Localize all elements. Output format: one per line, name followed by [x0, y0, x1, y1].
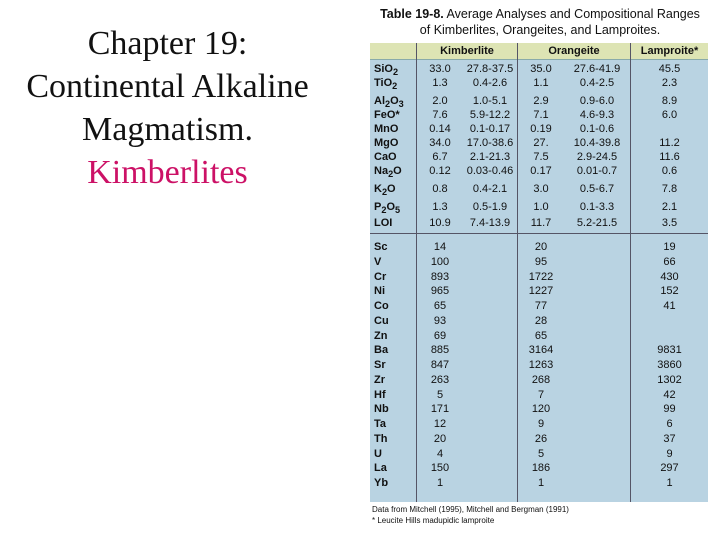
table-row — [370, 358, 708, 372]
element-label: Sr — [374, 359, 386, 371]
value-cell: 152 — [660, 285, 679, 298]
value-cell: 11.2 — [659, 137, 680, 149]
value-cell: 27.8-37.5 — [466, 63, 514, 75]
element-label: Zr — [374, 373, 385, 386]
value-cell: 1263 — [528, 359, 554, 371]
table-row — [370, 164, 708, 178]
value-cell: 0.4-2.6 — [472, 77, 508, 89]
element-label: Yb — [374, 477, 389, 489]
value-cell: 7 — [537, 388, 545, 401]
table-row — [370, 182, 708, 196]
value-cell: 77 — [534, 300, 548, 312]
table-caption — [370, 6, 710, 38]
value-cell: 20 — [534, 241, 548, 253]
element-label: Ba — [374, 344, 389, 357]
value-cell: 847 — [430, 359, 450, 371]
value-cell: 965 — [430, 285, 450, 298]
value-cell: 263 — [430, 373, 450, 386]
value-cell: 1.0-5.1 — [472, 95, 508, 107]
value-cell: 0.03-0.46 — [466, 165, 514, 177]
table-row — [370, 343, 708, 357]
table-row — [370, 62, 708, 76]
value-cell: 0.8 — [432, 183, 448, 195]
table-row — [370, 314, 708, 328]
table-row — [370, 108, 708, 122]
header-lamproite: Lamproite* — [640, 45, 699, 57]
element-label: TiO$_2$ — [374, 77, 398, 92]
table-row — [370, 329, 708, 343]
value-cell: 0.5-1.9 — [472, 201, 508, 213]
value-cell: 0.9-6.0 — [579, 95, 615, 107]
value-cell: 3.0 — [533, 183, 549, 195]
element-label: $K_2O$ — [374, 183, 396, 198]
element-label: Sc — [374, 241, 388, 253]
value-cell: 9 — [537, 418, 545, 430]
value-cell: 3.5 — [661, 217, 678, 229]
value-cell: 1.3 — [432, 77, 448, 89]
value-cell: 2.9-24.5 — [576, 151, 618, 163]
value-cell: 6 — [666, 418, 673, 430]
element-label: U — [374, 447, 382, 460]
value-cell: 150 — [430, 462, 450, 475]
value-cell: 0.14 — [429, 123, 451, 135]
title-line-3: Magmatism. — [82, 111, 253, 148]
value-cell: 45.5 — [658, 63, 681, 75]
table-row — [370, 402, 708, 416]
footnote-source: Data from Mitchell (1995), Mitchell and Bergman (1991) — [372, 505, 569, 514]
value-cell: 37 — [663, 432, 676, 445]
value-cell: 11.7 — [530, 217, 552, 229]
value-cell: 14 — [433, 241, 447, 253]
table-row — [370, 216, 708, 230]
value-cell: 5 — [436, 388, 444, 401]
element-label: Ni — [374, 285, 385, 298]
value-cell: 26 — [534, 432, 548, 445]
value-cell: 9831 — [657, 344, 682, 357]
value-cell: 430 — [660, 270, 679, 283]
value-cell: 171 — [430, 403, 450, 416]
table-row — [370, 76, 708, 90]
value-cell: 9 — [666, 447, 673, 460]
element-label: Co — [374, 300, 389, 312]
element-label: Cr — [374, 270, 387, 283]
value-cell: 0.19 — [530, 123, 552, 135]
value-cell: 95 — [534, 255, 548, 268]
element-label: CaO — [374, 151, 397, 163]
value-cell: 100 — [430, 255, 450, 268]
value-cell: 10.4-39.8 — [573, 137, 621, 149]
table-row — [370, 94, 708, 108]
value-cell: 297 — [660, 462, 679, 475]
value-cell: 34.0 — [429, 137, 451, 149]
value-cell: 10.9 — [429, 217, 451, 229]
element-label: Zn — [374, 329, 388, 342]
table-row — [370, 388, 708, 402]
value-cell: 66 — [663, 255, 676, 268]
value-cell: 19 — [663, 241, 676, 253]
value-cell: 0.1-0.17 — [469, 123, 511, 135]
value-cell: 4.6-9.3 — [579, 109, 615, 121]
table-row — [370, 417, 708, 431]
element-label: FeO* — [374, 109, 400, 121]
value-cell: 120 — [531, 403, 551, 416]
section-divider — [370, 233, 708, 234]
table-row — [370, 461, 708, 475]
value-cell: 27.6-41.9 — [573, 63, 621, 75]
value-cell: 7.1 — [533, 109, 549, 121]
value-cell: 2.1-21.3 — [469, 151, 511, 163]
value-cell: 1 — [537, 477, 545, 489]
header-kimberlite: Kimberlite — [440, 45, 494, 57]
value-cell: 1.0 — [533, 201, 549, 213]
table-row — [370, 447, 708, 461]
table-row — [370, 136, 708, 150]
value-cell: 3860 — [657, 359, 682, 371]
element-label: $P_2O_5$ — [374, 201, 401, 216]
value-cell: 6.0 — [661, 109, 678, 121]
value-cell: 0.4-2.1 — [472, 183, 508, 195]
value-cell: 7.8 — [661, 183, 678, 195]
value-cell: 0.4-2.5 — [579, 77, 615, 89]
value-cell: 5.9-12.2 — [469, 109, 511, 121]
table-header — [370, 43, 708, 60]
value-cell: 42 — [663, 388, 676, 401]
value-cell: 186 — [531, 462, 551, 475]
value-cell: 11.6 — [659, 151, 680, 163]
table-row — [370, 240, 708, 254]
value-cell: 65 — [534, 329, 548, 342]
title-subtitle: Kimberlites — [87, 154, 248, 191]
table-row — [370, 476, 708, 490]
value-cell: 27. — [533, 137, 549, 149]
element-label: LOI — [374, 217, 393, 229]
value-cell: 6.7 — [432, 151, 448, 163]
value-cell: 3164 — [528, 344, 554, 357]
value-cell: 35.0 — [530, 63, 552, 75]
table-row — [370, 270, 708, 284]
element-label: V — [374, 255, 382, 268]
table-row — [370, 255, 708, 269]
value-cell: 1227 — [528, 285, 554, 298]
element-label: $Na_2O$ — [374, 165, 402, 180]
value-cell: 7.5 — [533, 151, 549, 163]
value-cell: 65 — [433, 300, 447, 312]
value-cell: 893 — [430, 270, 450, 283]
element-label: Th — [374, 432, 388, 445]
value-cell: 7.4-13.9 — [469, 217, 511, 229]
element-label: Cu — [374, 314, 389, 327]
element-label: La — [374, 462, 387, 475]
value-cell: 2.9 — [533, 95, 549, 107]
table-row — [370, 432, 708, 446]
value-cell: 0.01-0.7 — [576, 165, 618, 177]
value-cell: 1 — [436, 477, 444, 489]
title-line-2: Continental Alkaline — [26, 68, 309, 105]
value-cell: 17.0-38.6 — [466, 137, 514, 149]
table-row — [370, 150, 708, 164]
value-cell: 0.6 — [661, 165, 678, 177]
value-cell: 20 — [433, 432, 447, 445]
value-cell: 12 — [433, 418, 447, 430]
value-cell: 8.9 — [661, 95, 678, 107]
element-label: $Al_2O_3$ — [374, 95, 404, 110]
value-cell: 28 — [534, 314, 548, 327]
value-cell: 0.17 — [530, 165, 552, 177]
value-cell: 5.2-21.5 — [576, 217, 618, 229]
table-row — [370, 299, 708, 313]
value-cell: 1302 — [657, 373, 682, 386]
table-row — [370, 284, 708, 298]
table-row — [370, 200, 708, 214]
value-cell: 0.12 — [429, 165, 451, 177]
header-orangeite: Orangeite — [548, 45, 600, 57]
value-cell: 1.1 — [533, 77, 549, 89]
value-cell: 2.1 — [661, 201, 678, 213]
element-label: MgO — [374, 137, 399, 149]
value-cell: 4 — [436, 447, 444, 460]
value-cell: 885 — [430, 344, 450, 357]
value-cell: 2.3 — [661, 77, 678, 89]
value-cell: 2.0 — [432, 95, 448, 107]
analyses-table — [370, 43, 708, 502]
value-cell: 7.6 — [432, 109, 448, 121]
element-label: SiO$_2$ — [374, 63, 399, 78]
table-row — [370, 122, 708, 136]
title-line-1: Chapter 19: — [87, 25, 248, 62]
value-cell: 1.3 — [432, 201, 448, 213]
table-footnotes — [372, 504, 712, 526]
slide-title — [0, 22, 335, 194]
element-label: Ta — [374, 418, 387, 430]
value-cell: 0.5-6.7 — [579, 183, 615, 195]
value-cell: 268 — [531, 373, 551, 386]
value-cell: 1 — [666, 477, 673, 489]
value-cell: 41 — [663, 300, 676, 312]
caption-label: Table 19-8. — [380, 7, 444, 21]
value-cell: 5 — [537, 447, 545, 460]
value-cell: 1722 — [528, 270, 554, 283]
value-cell: 69 — [433, 329, 447, 342]
caption-line-2: of Kimberlites, Orangeites, and Lamproites. — [419, 23, 661, 37]
value-cell: 0.1-0.6 — [579, 123, 615, 135]
caption-text: Average Analyses and Compositional Ranges — [443, 7, 700, 21]
table-row — [370, 373, 708, 387]
footnote-lamproite: * Leucite Hills madupidic lamproite — [372, 516, 495, 525]
element-label: Nb — [374, 403, 389, 416]
element-label: Hf — [374, 388, 386, 401]
value-cell: 99 — [663, 403, 676, 416]
value-cell: 93 — [433, 314, 447, 327]
element-label: MnO — [374, 123, 399, 135]
value-cell: 33.0 — [429, 63, 451, 75]
value-cell: 0.1-3.3 — [579, 201, 615, 213]
